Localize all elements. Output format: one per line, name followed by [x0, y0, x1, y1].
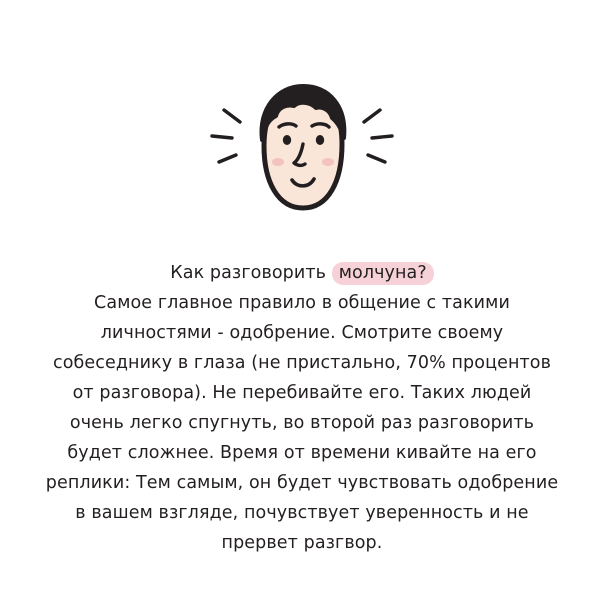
highlighted-word: молчуна? [332, 262, 434, 285]
text-line: реплики: Тем самым, он будет чувствовать одобрение [45, 473, 559, 493]
surprised-face-doodle [202, 78, 402, 228]
text-line [22, 258, 582, 288]
text-line-part: Как разговорить [170, 263, 332, 283]
text-line: собеседнику в глаза (не пристально, 70% процентов [52, 353, 552, 373]
text-line: будет сложнее. Время от времени кивайте на его [67, 443, 537, 463]
advice-text [22, 258, 582, 558]
text-line: от разговора). Не перебивайте его. Таких людей [72, 383, 532, 403]
text-line: личностями - одобрение. Смотрите своему [100, 323, 504, 343]
text-line: в вашем взгляде, почувствует уверенность и не [75, 503, 529, 523]
text-line: прервет разгвор. [221, 533, 383, 553]
text-line: Самое главное правило в общение с такими [94, 293, 510, 313]
text-line: очень легко спугнуть, во второй раз разговорить [69, 413, 535, 433]
